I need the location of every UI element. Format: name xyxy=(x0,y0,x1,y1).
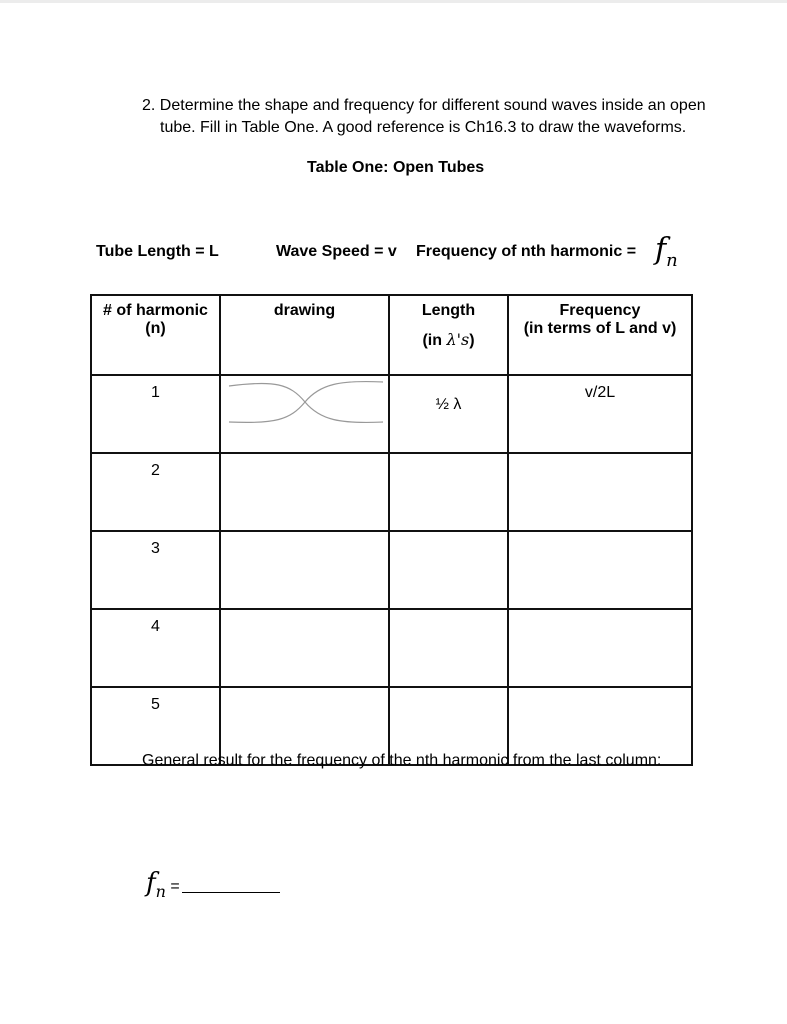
answer-symbol-subscript: n xyxy=(155,882,166,902)
table-header-row xyxy=(91,295,692,375)
table-row xyxy=(91,453,692,531)
header-frequency xyxy=(508,295,692,375)
cell-harmonic: 1 xyxy=(91,375,220,453)
cell-length[interactable] xyxy=(389,609,508,687)
header-harmonic xyxy=(91,295,220,375)
answer-symbol-f: f xyxy=(146,868,156,898)
answer-line xyxy=(146,868,280,901)
table-row xyxy=(91,531,692,609)
frequency-nth-harmonic-label: Frequency of nth harmonic = xyxy=(416,243,637,260)
question-line-1: 2. Determine the shape and frequency for different sound waves inside an open xyxy=(142,97,706,114)
cell-drawing[interactable] xyxy=(220,453,389,531)
table-row xyxy=(91,375,692,453)
table-row xyxy=(91,609,692,687)
answer-equals: = xyxy=(170,878,180,895)
wave-curve-lower xyxy=(229,382,383,423)
cell-drawing[interactable] xyxy=(220,375,389,453)
lambda-symbol: λ's xyxy=(446,330,470,349)
header-drawing: drawing xyxy=(220,295,389,375)
header-length xyxy=(389,295,508,375)
cell-length[interactable] xyxy=(389,531,508,609)
cell-length-text: ½ λ xyxy=(435,396,462,413)
header-frequency-line2: (in terms of L and v) xyxy=(523,320,677,337)
cell-harmonic: 3 xyxy=(91,531,220,609)
header-length-line1: Length xyxy=(421,302,476,319)
general-result-prompt: General result for the frequency of the nth harmonic from the last column: xyxy=(142,752,662,769)
header-length-suffix: ) xyxy=(469,332,475,349)
header-length-line2 xyxy=(390,330,507,350)
answer-blank[interactable] xyxy=(182,891,280,893)
cell-frequency[interactable]: v/2L xyxy=(508,375,692,453)
cell-frequency[interactable] xyxy=(508,531,692,609)
wave-curve-upper xyxy=(229,383,383,422)
cell-frequency[interactable] xyxy=(508,453,692,531)
cell-drawing[interactable] xyxy=(220,531,389,609)
waveform-drawing xyxy=(225,378,385,426)
cell-harmonic: 4 xyxy=(91,609,220,687)
table-title: Table One: Open Tubes xyxy=(307,159,485,176)
frequency-symbol xyxy=(655,232,678,271)
tube-length-label: Tube Length = L xyxy=(96,243,219,260)
cell-harmonic: 2 xyxy=(91,453,220,531)
cell-length[interactable] xyxy=(389,375,508,453)
frequency-symbol-subscript: n xyxy=(666,250,678,271)
answer-symbol xyxy=(146,868,166,902)
wave-speed-label: Wave Speed = v xyxy=(276,243,397,260)
header-harmonic-line2: (n) xyxy=(145,320,166,337)
question-line-2: tube. Fill in Table One. A good reference is Ch16.3 to draw the waveforms. xyxy=(160,119,687,136)
header-length-prefix: (in xyxy=(422,332,447,349)
cell-frequency[interactable] xyxy=(508,609,692,687)
frequency-symbol-f: f xyxy=(655,232,667,267)
cell-length[interactable] xyxy=(389,453,508,531)
cell-harmonic: 5 xyxy=(91,687,220,765)
open-tubes-table xyxy=(90,294,693,766)
header-frequency-line1: Frequency xyxy=(559,302,641,319)
top-border xyxy=(0,0,787,3)
cell-drawing[interactable] xyxy=(220,609,389,687)
header-harmonic-line1: # of harmonic xyxy=(103,302,208,319)
